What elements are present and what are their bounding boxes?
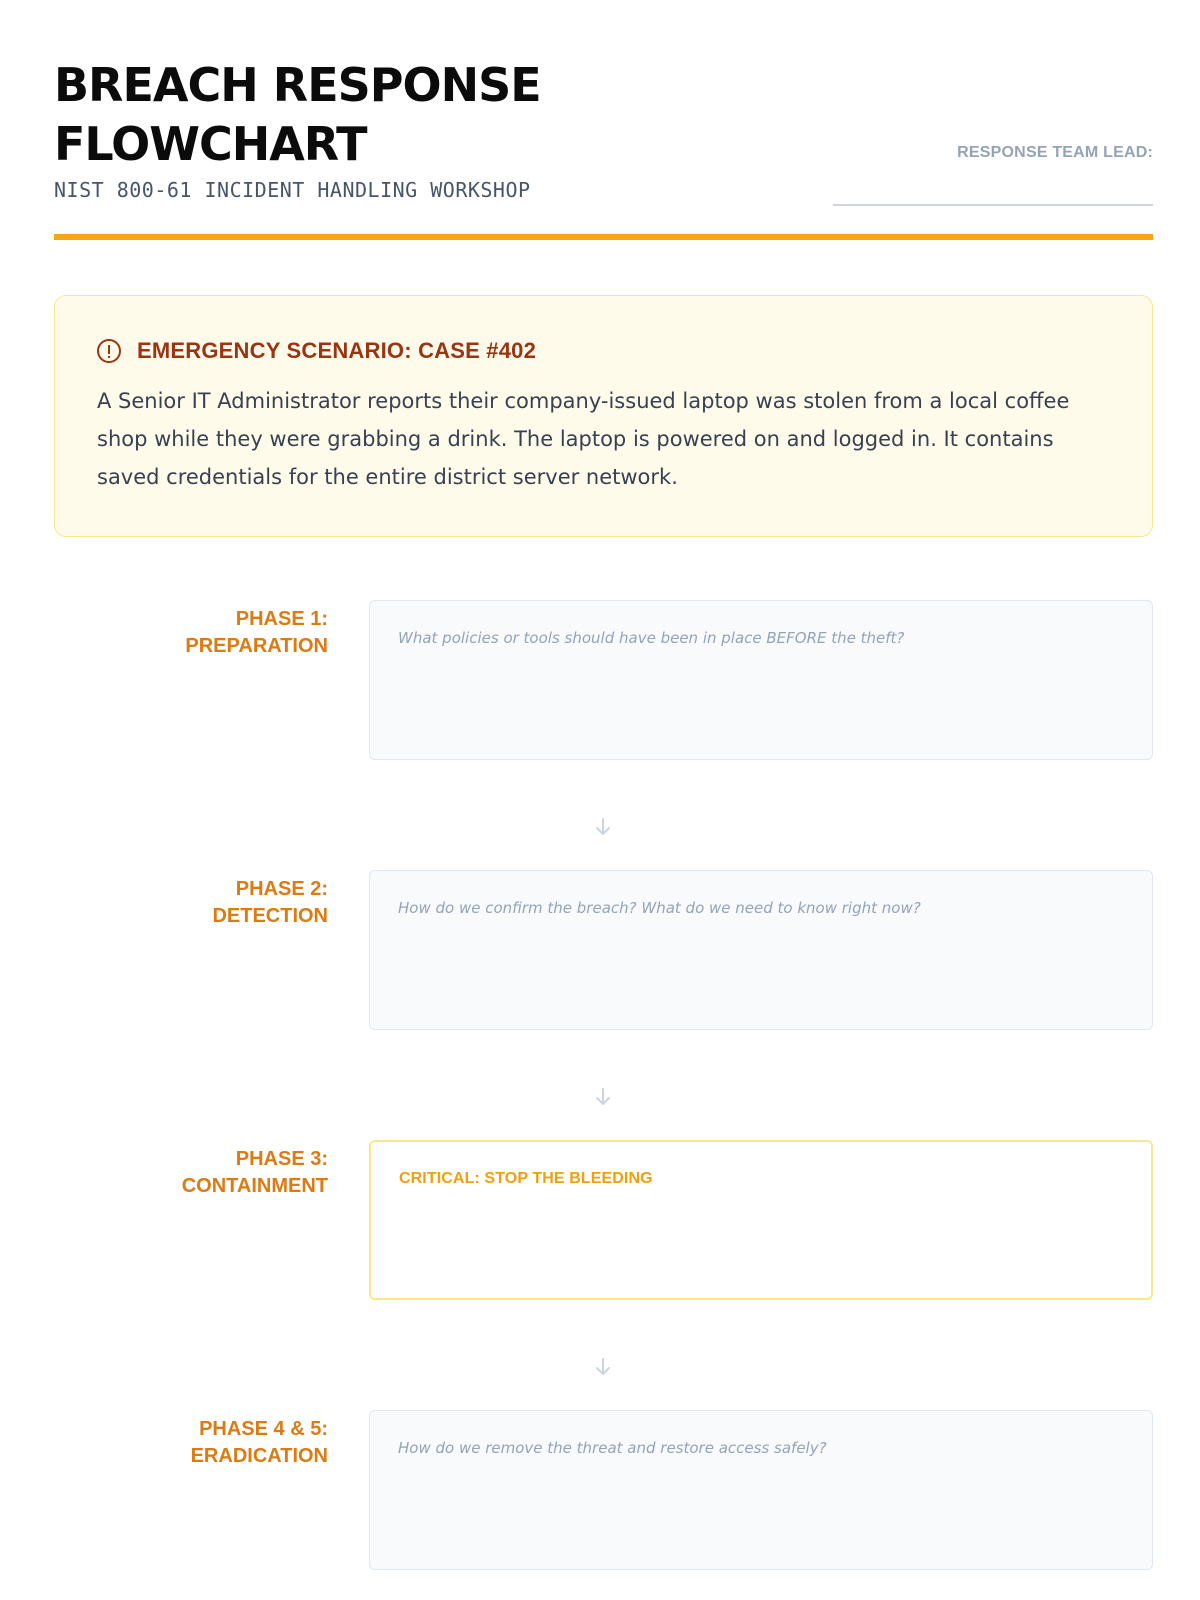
phase-1-prompt: What policies or tools should have been in place BEFORE the theft? — [398, 629, 905, 647]
scenario-card — [54, 295, 1153, 537]
page-title: BREACH RESPONSE FLOWCHART — [54, 58, 541, 171]
phase-1-label: PHASE 1: PREPARATION — [185, 608, 328, 657]
phase-2-answer-box[interactable] — [369, 870, 1153, 1030]
phase-4-5-label: PHASE 4 & 5: ERADICATION — [190, 1418, 328, 1467]
alert-circle-icon — [97, 339, 121, 363]
phase-1-answer-box[interactable] — [369, 600, 1153, 760]
phase-2-label: PHASE 2: DETECTION — [212, 878, 328, 927]
phase-3-label: PHASE 3: CONTAINMENT — [181, 1148, 328, 1197]
phase-2-prompt: How do we confirm the breach? What do we need to know right now? — [398, 899, 921, 917]
team-lead-label: RESPONSE TEAM LEAD: — [957, 144, 1153, 161]
phase-4-5-prompt: How do we remove the threat and restore access safely? — [398, 1439, 827, 1457]
phase-4-5-answer-box[interactable] — [369, 1410, 1153, 1570]
scenario-title: EMERGENCY SCENARIO: CASE #402 — [137, 338, 537, 363]
page-header — [54, 56, 1153, 242]
scenario-header — [97, 338, 1112, 364]
team-lead-field[interactable] — [833, 204, 1153, 206]
page-subtitle: NIST 800-61 INCIDENT HANDLING WORKSHOP — [54, 178, 531, 202]
scenario-description: A Senior IT Administrator reports their company-issued laptop was stolen from a local coffee shop while they were grabbing a drink. The laptop is powered on and logged in. It contains saved credentials for the entire district server network. — [97, 389, 1070, 489]
arrow-down-icon — [593, 817, 613, 837]
phase-3-prompt: CRITICAL: STOP THE BLEEDING — [399, 1170, 653, 1187]
arrow-down-icon — [593, 1087, 613, 1107]
header-divider — [54, 234, 1153, 240]
phase-3-answer-box[interactable] — [369, 1140, 1153, 1300]
arrow-down-icon — [593, 1357, 613, 1377]
